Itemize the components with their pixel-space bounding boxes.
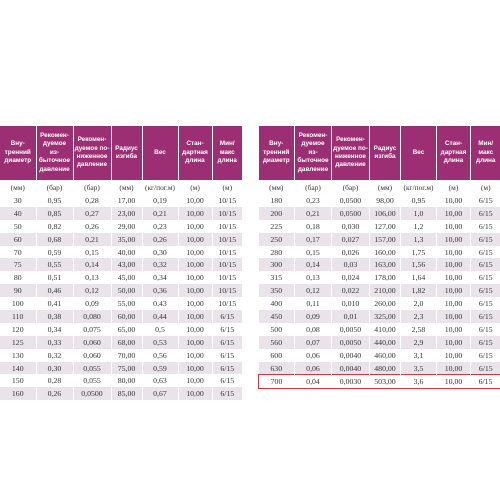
cell-bend-radius: 163,00 <box>370 258 401 271</box>
cell-weight: 1,0 <box>401 207 437 220</box>
cell-overpressure: 0,30 <box>36 362 73 375</box>
cell-inner-diameter: 560 <box>259 336 295 349</box>
left-spec-table <box>0 126 242 400</box>
column-header-standard-length: Стан- дартная длина <box>437 126 471 180</box>
cell-underpressure: 0,0030 <box>332 375 370 389</box>
cell-bend-radius: 60,00 <box>111 310 142 323</box>
cell-underpressure: 0,0050 <box>332 323 370 336</box>
column-header-underpressure: Рекомен- дуемое по- ниженное давление <box>332 126 370 180</box>
cell-min-max-length: 10/15 <box>212 258 242 271</box>
cell-standard-length: 10,00 <box>437 336 471 349</box>
cell-bend-radius: 210,00 <box>370 284 401 297</box>
unit-cell-min-max-length: (м) <box>471 180 500 194</box>
cell-inner-diameter: 600 <box>259 349 295 362</box>
cell-weight: 0,43 <box>142 297 178 310</box>
table-row <box>259 194 500 207</box>
cell-weight: 3,5 <box>401 362 437 375</box>
cell-inner-diameter: 250 <box>259 233 295 246</box>
cell-weight: 1,82 <box>401 284 437 297</box>
cell-inner-diameter: 225 <box>259 220 295 233</box>
cell-min-max-length: 6/15 <box>471 194 500 207</box>
cell-bend-radius: 85,00 <box>111 387 142 400</box>
cell-overpressure: 0,14 <box>295 258 332 271</box>
cell-min-max-length: 6/15 <box>471 362 500 375</box>
cell-weight: 2,3 <box>401 310 437 323</box>
cell-overpressure: 0,13 <box>295 271 332 284</box>
table-row <box>0 387 242 400</box>
cell-weight: 0,5 <box>142 323 178 336</box>
cell-bend-radius: 17,00 <box>111 194 142 207</box>
cell-bend-radius: 98,00 <box>370 194 401 207</box>
table-row <box>259 297 500 310</box>
cell-bend-radius: 35,00 <box>111 233 142 246</box>
cell-underpressure: 0,030 <box>332 220 370 233</box>
table-row <box>259 284 500 297</box>
right-spec-table <box>258 126 500 389</box>
cell-overpressure: 0,08 <box>295 323 332 336</box>
cell-weight: 3,1 <box>401 349 437 362</box>
cell-overpressure: 0,32 <box>36 349 73 362</box>
cell-bend-radius: 410,00 <box>370 323 401 336</box>
column-header-min-max-length: Мин/ макс длина <box>212 126 242 180</box>
cell-bend-radius: 460,00 <box>370 349 401 362</box>
cell-overpressure: 0,18 <box>295 220 332 233</box>
cell-overpressure: 0,15 <box>295 246 332 259</box>
cell-inner-diameter: 630 <box>259 362 295 375</box>
cell-overpressure: 0,41 <box>36 297 73 310</box>
cell-weight: 0,56 <box>142 349 178 362</box>
cell-inner-diameter: 160 <box>0 387 36 400</box>
table-row <box>0 323 242 336</box>
cell-overpressure: 0,46 <box>36 284 73 297</box>
cell-bend-radius: 260,00 <box>370 297 401 310</box>
unit-cell-underpressure: (бар) <box>332 180 370 194</box>
cell-min-max-length: 10/15 <box>212 220 242 233</box>
table-row <box>259 323 500 336</box>
table-row <box>0 349 242 362</box>
cell-standard-length: 10,00 <box>437 323 471 336</box>
unit-cell-bend-radius: (мм) <box>111 180 142 194</box>
table-row <box>0 284 242 297</box>
column-header-weight: Вес <box>401 126 437 180</box>
cell-standard-length: 10,00 <box>178 297 212 310</box>
cell-underpressure: 0,13 <box>73 271 111 284</box>
cell-overpressure: 0,21 <box>295 207 332 220</box>
table-row <box>0 207 242 220</box>
cell-min-max-length: 6/15 <box>471 220 500 233</box>
cell-standard-length: 10,00 <box>178 310 212 323</box>
cell-weight: 0,23 <box>142 220 178 233</box>
cell-bend-radius: 480,00 <box>370 362 401 375</box>
cell-min-max-length: 6/15 <box>471 233 500 246</box>
cell-weight: 1,3 <box>401 233 437 246</box>
cell-inner-diameter: 30 <box>0 194 36 207</box>
cell-min-max-length: 6/15 <box>212 387 242 400</box>
table-row <box>0 194 242 207</box>
column-header-weight: Вес <box>142 126 178 180</box>
cell-standard-length: 10,00 <box>178 233 212 246</box>
cell-standard-length: 10,00 <box>437 220 471 233</box>
cell-overpressure: 0,11 <box>295 297 332 310</box>
cell-inner-diameter: 80 <box>0 271 36 284</box>
cell-bend-radius: 80,00 <box>111 374 142 387</box>
cell-min-max-length: 10/15 <box>212 233 242 246</box>
cell-underpressure: 0,026 <box>332 246 370 259</box>
cell-overpressure: 0,12 <box>295 284 332 297</box>
cell-underpressure: 0,024 <box>332 271 370 284</box>
cell-weight: 0,19 <box>142 194 178 207</box>
cell-weight: 0,44 <box>142 310 178 323</box>
cell-bend-radius: 325,00 <box>370 310 401 323</box>
cell-inner-diameter: 130 <box>0 349 36 362</box>
cell-min-max-length: 6/15 <box>471 336 500 349</box>
cell-weight: 0,30 <box>142 246 178 259</box>
cell-min-max-length: 6/15 <box>471 349 500 362</box>
cell-min-max-length: 6/15 <box>471 207 500 220</box>
cell-bend-radius: 55,00 <box>111 297 142 310</box>
table-row <box>259 349 500 362</box>
cell-weight: 3,6 <box>401 375 437 389</box>
cell-weight: 2,58 <box>401 323 437 336</box>
unit-cell-inner-diameter: (мм) <box>0 180 36 194</box>
cell-standard-length: 10,00 <box>178 387 212 400</box>
cell-inner-diameter: 180 <box>259 194 295 207</box>
cell-overpressure: 0,51 <box>36 271 73 284</box>
unit-cell-overpressure: (бар) <box>295 180 332 194</box>
cell-standard-length: 10,00 <box>437 375 471 389</box>
cell-overpressure: 0,06 <box>295 362 332 375</box>
cell-bend-radius: 157,00 <box>370 233 401 246</box>
header-row <box>0 126 242 180</box>
cell-standard-length: 10,00 <box>437 284 471 297</box>
cell-inner-diameter: 150 <box>0 374 36 387</box>
cell-inner-diameter: 40 <box>0 207 36 220</box>
cell-min-max-length: 6/15 <box>212 323 242 336</box>
cell-bend-radius: 65,00 <box>111 323 142 336</box>
cell-bend-radius: 440,00 <box>370 336 401 349</box>
cell-standard-length: 10,00 <box>437 349 471 362</box>
unit-cell-weight: (кг/пог.м) <box>142 180 178 194</box>
cell-underpressure: 0,027 <box>332 233 370 246</box>
unit-cell-standard-length: (м) <box>437 180 471 194</box>
cell-min-max-length: 6/15 <box>471 246 500 259</box>
cell-underpressure: 0,055 <box>73 362 111 375</box>
cell-min-max-length: 6/15 <box>471 375 500 389</box>
cell-underpressure: 0,0050 <box>332 336 370 349</box>
cell-standard-length: 10,00 <box>178 336 212 349</box>
cell-min-max-length: 6/15 <box>471 310 500 323</box>
cell-min-max-length: 10/15 <box>212 271 242 284</box>
cell-standard-length: 10,00 <box>437 246 471 259</box>
cell-weight: 0,53 <box>142 336 178 349</box>
cell-bend-radius: 40,00 <box>111 246 142 259</box>
cell-min-max-length: 10/15 <box>212 284 242 297</box>
table-row <box>0 220 242 233</box>
cell-bend-radius: 43,00 <box>111 258 142 271</box>
cell-bend-radius: 23,00 <box>111 207 142 220</box>
cell-bend-radius: 106,00 <box>370 207 401 220</box>
cell-overpressure: 0,95 <box>36 194 73 207</box>
cell-min-max-length: 6/15 <box>212 349 242 362</box>
cell-weight: 0,67 <box>142 387 178 400</box>
table-row <box>259 220 500 233</box>
cell-inner-diameter: 280 <box>259 246 295 259</box>
cell-standard-length: 10,00 <box>437 233 471 246</box>
unit-cell-bend-radius: (мм) <box>370 180 401 194</box>
cell-standard-length: 10,00 <box>437 310 471 323</box>
cell-underpressure: 0,12 <box>73 284 111 297</box>
cell-standard-length: 10,00 <box>437 194 471 207</box>
column-header-underpressure: Рекомен- дуемое по- ниженное давление <box>73 126 111 180</box>
table-row <box>0 233 242 246</box>
unit-cell-overpressure: (бар) <box>36 180 73 194</box>
cell-underpressure: 0,060 <box>73 349 111 362</box>
unit-cell-standard-length: (м) <box>178 180 212 194</box>
table-row <box>0 258 242 271</box>
cell-overpressure: 0,85 <box>36 207 73 220</box>
cell-standard-length: 10,00 <box>178 374 212 387</box>
cell-weight: 1,75 <box>401 246 437 259</box>
cell-min-max-length: 10/15 <box>212 297 242 310</box>
cell-standard-length: 10,00 <box>178 220 212 233</box>
cell-inner-diameter: 60 <box>0 233 36 246</box>
table-row <box>259 246 500 259</box>
table-row <box>259 233 500 246</box>
table-row <box>259 310 500 323</box>
cell-inner-diameter: 50 <box>0 220 36 233</box>
cell-underpressure: 0,26 <box>73 220 111 233</box>
cell-underpressure: 0,15 <box>73 246 111 259</box>
cell-standard-length: 10,00 <box>178 362 212 375</box>
cell-standard-length: 10,00 <box>178 323 212 336</box>
header-row <box>259 126 500 180</box>
cell-overpressure: 0,55 <box>36 258 73 271</box>
cell-overpressure: 0,82 <box>36 220 73 233</box>
table-row <box>259 207 500 220</box>
table-row <box>0 374 242 387</box>
cell-underpressure: 0,09 <box>73 297 111 310</box>
table-row <box>0 246 242 259</box>
cell-underpressure: 0,010 <box>332 297 370 310</box>
cell-min-max-length: 6/15 <box>471 297 500 310</box>
cell-inner-diameter: 700 <box>259 375 295 389</box>
table-row <box>0 271 242 284</box>
unit-cell-underpressure: (бар) <box>73 180 111 194</box>
cell-standard-length: 10,00 <box>437 297 471 310</box>
cell-underpressure: 0,0040 <box>332 349 370 362</box>
cell-weight: 0,26 <box>142 233 178 246</box>
cell-inner-diameter: 75 <box>0 258 36 271</box>
cell-inner-diameter: 70 <box>0 246 36 259</box>
cell-inner-diameter: 450 <box>259 310 295 323</box>
cell-underpressure: 0,022 <box>332 284 370 297</box>
cell-overpressure: 0,26 <box>36 387 73 400</box>
cell-standard-length: 10,00 <box>178 284 212 297</box>
cell-min-max-length: 10/15 <box>212 246 242 259</box>
cell-underpressure: 0,075 <box>73 323 111 336</box>
cell-inner-diameter: 500 <box>259 323 295 336</box>
cell-min-max-length: 6/15 <box>471 258 500 271</box>
cell-standard-length: 10,00 <box>437 362 471 375</box>
cell-underpressure: 0,0500 <box>332 194 370 207</box>
cell-inner-diameter: 315 <box>259 271 295 284</box>
cell-inner-diameter: 120 <box>0 323 36 336</box>
cell-weight: 0,32 <box>142 258 178 271</box>
column-header-overpressure: Рекомен- дуемое из- быточное давление <box>36 126 73 180</box>
cell-overpressure: 0,34 <box>36 323 73 336</box>
column-header-bend-radius: Радиус изгиба <box>111 126 142 180</box>
cell-underpressure: 0,01 <box>332 310 370 323</box>
cell-standard-length: 10,00 <box>437 207 471 220</box>
column-header-inner-diameter: Вну- тренний диаметр <box>259 126 295 180</box>
cell-bend-radius: 70,00 <box>111 349 142 362</box>
cell-bend-radius: 50,00 <box>111 284 142 297</box>
cell-underpressure: 0,080 <box>73 310 111 323</box>
table-row <box>259 258 500 271</box>
cell-min-max-length: 6/15 <box>471 271 500 284</box>
cell-overpressure: 0,33 <box>36 336 73 349</box>
cell-standard-length: 10,00 <box>437 258 471 271</box>
cell-weight: 2,9 <box>401 336 437 349</box>
cell-weight: 0,59 <box>142 362 178 375</box>
table-row <box>0 336 242 349</box>
cell-weight: 2,0 <box>401 297 437 310</box>
cell-overpressure: 0,17 <box>295 233 332 246</box>
column-header-min-max-length: Мин/ макс длина <box>471 126 500 180</box>
cell-min-max-length: 6/15 <box>471 323 500 336</box>
unit-cell-min-max-length: (м) <box>212 180 242 194</box>
unit-cell-inner-diameter: (мм) <box>259 180 295 194</box>
cell-bend-radius: 45,00 <box>111 271 142 284</box>
cell-weight: 0,63 <box>142 374 178 387</box>
table-row <box>0 310 242 323</box>
cell-overpressure: 0,28 <box>36 374 73 387</box>
cell-underpressure: 0,14 <box>73 258 111 271</box>
cell-bend-radius: 68,00 <box>111 336 142 349</box>
column-header-inner-diameter: Вну- тренний диаметр <box>0 126 36 180</box>
cell-weight: 0,36 <box>142 284 178 297</box>
cell-min-max-length: 6/15 <box>212 362 242 375</box>
cell-inner-diameter: 100 <box>0 297 36 310</box>
unit-cell-weight: (кг/пог.м) <box>401 180 437 194</box>
table-row <box>0 297 242 310</box>
cell-inner-diameter: 200 <box>259 207 295 220</box>
cell-underpressure: 0,0040 <box>332 362 370 375</box>
cell-standard-length: 10,00 <box>437 271 471 284</box>
cell-min-max-length: 10/15 <box>212 194 242 207</box>
cell-inner-diameter: 300 <box>259 258 295 271</box>
cell-overpressure: 0,09 <box>295 310 332 323</box>
cell-underpressure: 0,21 <box>73 233 111 246</box>
column-header-overpressure: Рекомен- дуемое из- быточное давление <box>295 126 332 180</box>
table-row <box>0 362 242 375</box>
cell-min-max-length: 6/15 <box>471 284 500 297</box>
cell-inner-diameter: 400 <box>259 297 295 310</box>
column-header-bend-radius: Радиус изгиба <box>370 126 401 180</box>
cell-overpressure: 0,23 <box>295 194 332 207</box>
cell-overpressure: 0,06 <box>295 349 332 362</box>
cell-weight: 1,56 <box>401 258 437 271</box>
cell-underpressure: 0,27 <box>73 207 111 220</box>
cell-bend-radius: 503,00 <box>370 375 401 389</box>
cell-weight: 1,2 <box>401 220 437 233</box>
table-row <box>259 336 500 349</box>
cell-overpressure: 0,59 <box>36 246 73 259</box>
cell-bend-radius: 29,00 <box>111 220 142 233</box>
table-row <box>259 362 500 375</box>
column-header-standard-length: Стан- дартная длина <box>178 126 212 180</box>
cell-underpressure: 0,28 <box>73 194 111 207</box>
cell-inner-diameter: 350 <box>259 284 295 297</box>
cell-overpressure: 0,07 <box>295 336 332 349</box>
cell-underpressure: 0,0500 <box>332 207 370 220</box>
cell-standard-length: 10,00 <box>178 194 212 207</box>
cell-underpressure: 0,03 <box>332 258 370 271</box>
cell-weight: 1,64 <box>401 271 437 284</box>
cell-standard-length: 10,00 <box>178 271 212 284</box>
cell-weight: 0,95 <box>401 194 437 207</box>
cell-standard-length: 10,00 <box>178 207 212 220</box>
cell-bend-radius: 127,00 <box>370 220 401 233</box>
cell-inner-diameter: 140 <box>0 362 36 375</box>
cell-standard-length: 10,00 <box>178 246 212 259</box>
cell-inner-diameter: 90 <box>0 284 36 297</box>
cell-overpressure: 0,04 <box>295 375 332 389</box>
cell-min-max-length: 6/15 <box>212 374 242 387</box>
cell-weight: 0,21 <box>142 207 178 220</box>
cell-min-max-length: 6/15 <box>212 336 242 349</box>
cell-standard-length: 10,00 <box>178 258 212 271</box>
cell-min-max-length: 6/15 <box>212 310 242 323</box>
cell-underpressure: 0,055 <box>73 374 111 387</box>
cell-bend-radius: 160,00 <box>370 246 401 259</box>
cell-underpressure: 0,060 <box>73 336 111 349</box>
units-row <box>0 180 242 194</box>
cell-bend-radius: 178,00 <box>370 271 401 284</box>
table-row <box>259 271 500 284</box>
cell-inner-diameter: 110 <box>0 310 36 323</box>
cell-underpressure: 0,0500 <box>73 387 111 400</box>
cell-min-max-length: 10/15 <box>212 207 242 220</box>
units-row <box>259 180 500 194</box>
highlighted-table-row <box>259 375 500 389</box>
cell-overpressure: 0,68 <box>36 233 73 246</box>
cell-bend-radius: 75,00 <box>111 362 142 375</box>
cell-inner-diameter: 125 <box>0 336 36 349</box>
cell-weight: 0,34 <box>142 271 178 284</box>
cell-standard-length: 10,00 <box>178 349 212 362</box>
cell-overpressure: 0,38 <box>36 310 73 323</box>
